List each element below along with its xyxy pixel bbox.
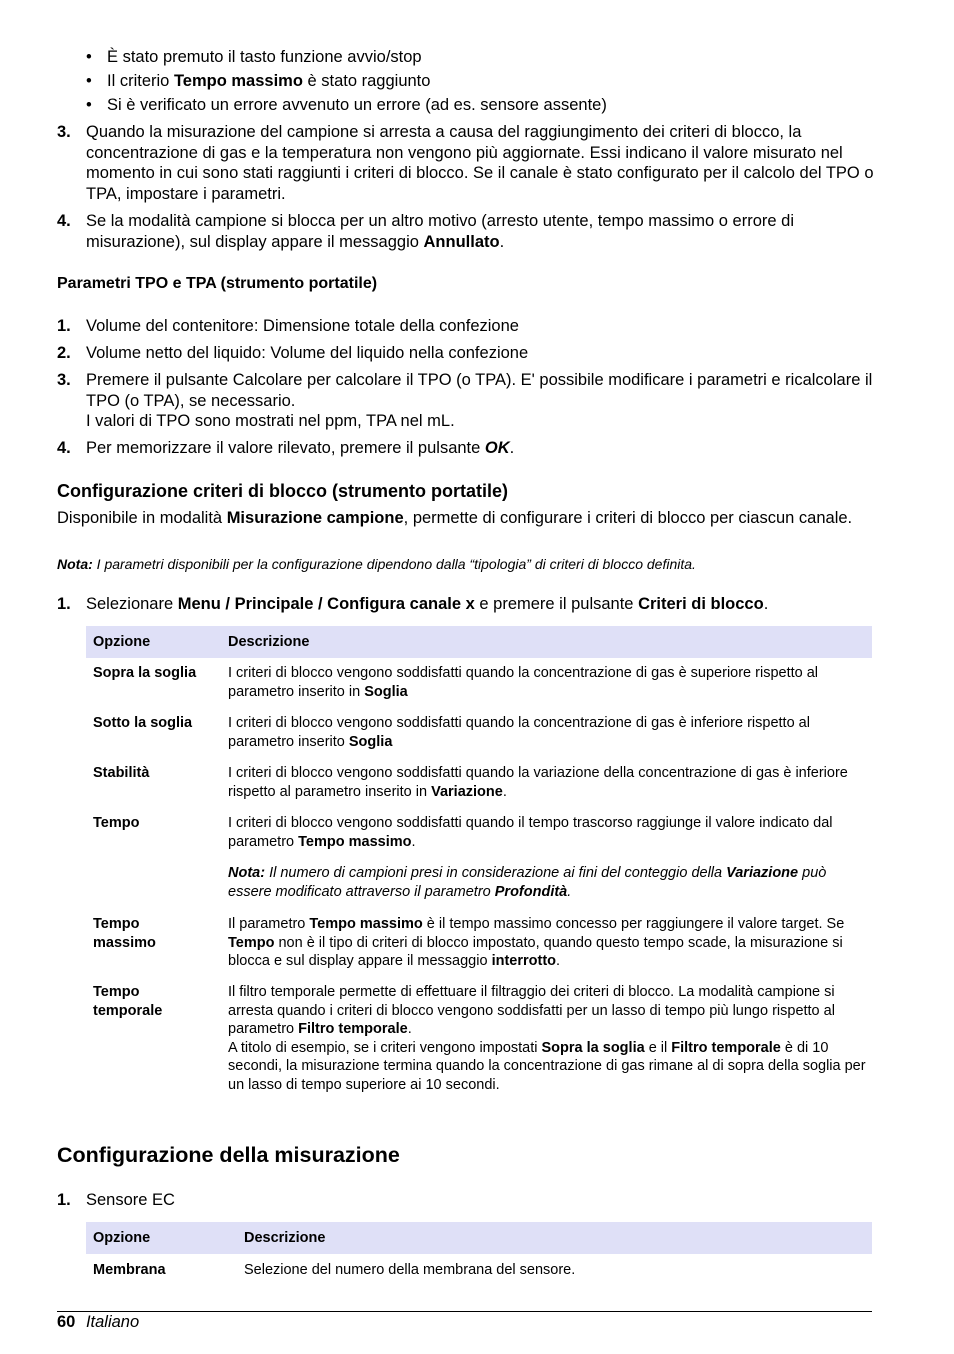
- step-text: [86, 594, 876, 615]
- note-bold: Profondità: [494, 883, 568, 900]
- desc-text: .: [502, 783, 507, 800]
- step-number: 1.: [57, 595, 71, 613]
- desc-text: .: [411, 833, 416, 850]
- desc-bold: Filtro temporale: [671, 1039, 781, 1056]
- intro-bold: Misurazione campione: [226, 509, 404, 527]
- step-text-part: Per memorizzare il valore rilevato, premere il pulsante: [86, 439, 485, 457]
- note-bold: Variazione: [726, 865, 799, 881]
- note-text: I parametri disponibili per la configurazione dipendono dalla “tipologia” di criteri di blocco definita.: [92, 556, 696, 572]
- option-description: [228, 814, 868, 851]
- step-text: [86, 438, 876, 459]
- option-note: [228, 864, 868, 901]
- option-name-line: temporale: [93, 1002, 163, 1019]
- step-number: 2.: [57, 344, 71, 362]
- table-header: [86, 626, 872, 658]
- desc-text: e il: [644, 1039, 672, 1056]
- option-description: [228, 764, 868, 801]
- ok-label: OK: [484, 439, 510, 457]
- desc-text: .: [407, 1021, 412, 1037]
- desc-paragraph: [228, 1039, 868, 1095]
- desc-text: A titolo di esempio, se i criteri vengono impostati: [228, 1039, 542, 1056]
- page-footer: [57, 1313, 139, 1332]
- step-text-part: Se la modalità campione si blocca per un altro motivo (arresto utente, tempo massimo o errore di misurazione), sul display appare il messaggio: [86, 212, 794, 251]
- section-title: Configurazione della misurazione: [57, 1143, 400, 1167]
- blocco-note: [57, 556, 877, 572]
- step-text-line: Premere il pulsante Calcolare per calcolare il TPO (o TPA). E' possibile modificare i parametri e ricalcolare il TPO (o TPA), se necessario.: [86, 371, 873, 410]
- desc-bold: Variazione: [431, 783, 503, 800]
- desc-bold: Soglia: [348, 733, 393, 750]
- step-text: [86, 370, 876, 432]
- desc-text: è il tempo massimo concesso per raggiungere il valore target. Se: [422, 916, 845, 932]
- desc-bold: Tempo: [228, 934, 275, 951]
- bullet-text: Il criterio: [107, 72, 174, 90]
- option-name: [93, 983, 162, 1020]
- option-description: [228, 714, 868, 751]
- intro-text: , permette di configurare i criteri di blocco per ciascun canale.: [403, 509, 853, 527]
- intro-text: Disponibile in modalità: [57, 509, 227, 527]
- bullet-dot: •: [86, 96, 92, 114]
- step-number: 3.: [57, 371, 71, 389]
- option-description: [228, 983, 868, 1094]
- step-text-part: e premere il pulsante: [474, 595, 639, 613]
- step-text: Quando la misurazione del campione si arresta a causa del raggiungimento dei criteri di blocco, la concentrazione di gas e la temperatura non vengono più aggiornate. Essi indicano il valore misurato nel momento in cui sono stati raggiunti i criteri di blocco. Se il canale è stato configurato per il calcolo del TPO o TPA, impostare i parametri.: [86, 123, 874, 203]
- note-text: .: [567, 883, 572, 900]
- step-text: Volume netto del liquido: Volume del liquido nella confezione: [86, 344, 529, 362]
- header-option: Opzione: [93, 1230, 151, 1246]
- menu-path: Menu / Principale / Configura canale x: [177, 595, 475, 613]
- bullet-dot: •: [86, 48, 92, 66]
- note-label: Nota:: [228, 865, 266, 881]
- option-name: Tempo: [93, 815, 140, 831]
- desc-text: I criteri di blocco vengono soddisfatti quando la variazione della concentrazione di gas è inferiore rispetto al parametro inserito in: [228, 765, 848, 800]
- option-name: Stabilità: [93, 765, 150, 781]
- option-name: Sopra la soglia: [93, 665, 197, 681]
- step-number: 4.: [57, 439, 71, 457]
- step-text-part: Selezionare: [86, 595, 178, 613]
- desc-bold: Soglia: [364, 683, 408, 700]
- header-description: Descrizione: [244, 1230, 326, 1246]
- option-name-line: Tempo: [93, 984, 140, 1000]
- step-number: 3.: [57, 123, 71, 141]
- footer-divider: [57, 1311, 872, 1312]
- option-description: [228, 664, 868, 701]
- option-description: [228, 915, 868, 971]
- option-name: Membrana: [93, 1262, 166, 1278]
- step-text-bold: Annullato: [423, 232, 500, 251]
- note-label: Nota:: [57, 556, 93, 572]
- option-name-line: massimo: [93, 934, 156, 951]
- step-text: Volume del contenitore: Dimensione totale della confezione: [86, 317, 519, 335]
- bullet-text: È stato premuto il tasto funzione avvio/stop: [107, 48, 422, 66]
- desc-text: Il parametro: [228, 916, 310, 932]
- desc-text: Il filtro temporale permette di effettuare il filtraggio dei criteri di blocco. La modalità campione si arresta quando i criteri di blocco vengono soddisfatti per un lasso di tempo più lungo rispetto al parametro: [228, 984, 835, 1037]
- button-name: Criteri di blocco: [638, 595, 764, 613]
- header-option: Opzione: [93, 634, 151, 650]
- step-text: [86, 211, 876, 252]
- note-text: può essere modificato attraverso il parametro: [228, 865, 827, 900]
- step-text-part: .: [499, 232, 505, 251]
- option-name: Sotto la soglia: [93, 715, 193, 731]
- page-number: 60: [57, 1313, 76, 1331]
- desc-text: I criteri di blocco vengono soddisfatti quando la concentrazione di gas è superiore rispetto al parametro inserito in: [228, 665, 819, 700]
- desc-text: non è il tipo di criteri di blocco impostato, quando questo tempo scade, la misurazione si blocca e sul display appare il messaggio: [228, 934, 843, 969]
- note-text: Il numero di campioni presi in considerazione ai fini del conteggio della: [265, 865, 727, 881]
- desc-bold: Filtro temporale: [298, 1021, 408, 1037]
- step-number: 1.: [57, 317, 71, 335]
- criteria-table: [86, 626, 872, 1096]
- footer-language: Italiano: [85, 1313, 140, 1331]
- desc-bold: Tempo massimo: [309, 916, 423, 932]
- desc-bold: Tempo massimo: [298, 833, 412, 850]
- header-description: Descrizione: [228, 634, 310, 650]
- option-name-line: Tempo: [93, 916, 140, 932]
- desc-paragraph: [228, 983, 868, 1039]
- sensor-table: [86, 1222, 872, 1282]
- step-text-part: .: [763, 595, 769, 613]
- desc-text: I criteri di blocco vengono soddisfatti quando il tempo trascorso raggiunge il valore indicato dal parametro: [228, 815, 833, 850]
- step-number: 1.: [57, 1191, 71, 1209]
- desc-text: .: [556, 953, 561, 969]
- bullet-dot: •: [86, 72, 92, 90]
- step-text: Sensore EC: [86, 1191, 175, 1209]
- blocco-intro: [57, 508, 882, 529]
- desc-bold: Sopra la soglia: [541, 1039, 645, 1056]
- step-text-part: .: [509, 439, 515, 457]
- blocco-heading: Configurazione criteri di blocco (strumento portatile): [57, 481, 509, 501]
- bullet-bold: Tempo massimo: [173, 72, 303, 90]
- bullet-text: Si è verificato un errore avvenuto un errore (ad es. sensore assente): [107, 96, 607, 114]
- step-text-line: I valori di TPO sono mostrati nel ppm, TPA nel mL.: [86, 412, 455, 430]
- desc-text: è di 10 secondi, la misurazione termina quando la concentrazione di gas rimane al di sopra della soglia per un lasso di tempo superiore ai 10 secondi.: [228, 1039, 866, 1093]
- option-name: [93, 915, 156, 952]
- desc-bold: interrotto: [491, 953, 557, 969]
- tpo-heading: Parametri TPO e TPA (strumento portatile): [57, 275, 378, 292]
- option-description: Selezione del numero della membrana del sensore.: [244, 1262, 576, 1278]
- bullet-text: è stato raggiunto: [302, 72, 431, 90]
- table-header: [86, 1222, 872, 1254]
- step-number: 4.: [57, 212, 71, 230]
- desc-text: I criteri di blocco vengono soddisfatti quando la concentrazione di gas è inferiore rispetto al parametro inserito: [228, 715, 810, 750]
